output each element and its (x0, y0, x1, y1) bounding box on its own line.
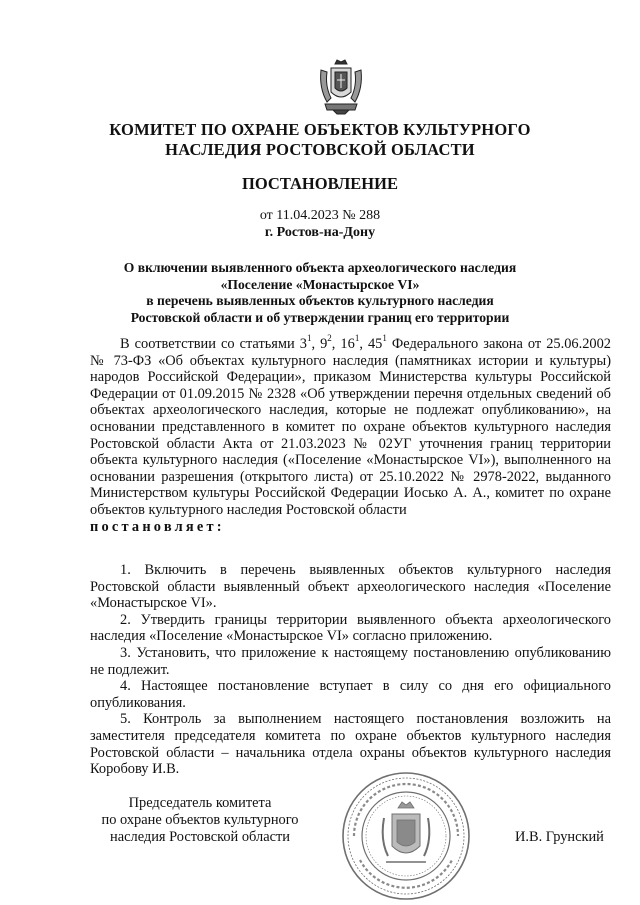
resolution-item: 5. Контроль за выполнением настоящего постановления возложить на заместителя председателя комитета по охране объектов культурного наследия Ростовской области – начальника отдела охраны объектов культурного наследия Коробову И.В. (90, 711, 611, 778)
document-type: ПОСТАНОВЛЕНИЕ (242, 174, 398, 193)
preamble (90, 333, 611, 535)
committee-name-line: НАСЛЕДИЯ РОСТОВСКОЙ ОБЛАСТИ (165, 140, 475, 159)
title-line: в перечень выявленных объектов культурного наследия (146, 293, 494, 308)
document-city: г. Ростов-на-Дону (264, 225, 376, 240)
official-seal-icon (340, 770, 472, 902)
title-line: «Поселение «Монастырское VI» (220, 276, 420, 292)
document-date-number: от 11.04.2023 № 288 (259, 208, 381, 223)
signer-position (80, 795, 320, 846)
superscript: 1 (306, 333, 312, 344)
coat-of-arms-icon (317, 58, 365, 116)
superscript: 1 (354, 333, 360, 344)
committee-name-line: КОМИТЕТ ПО ОХРАНЕ ОБЪЕКТОВ КУЛЬТУРНОГО (109, 120, 531, 139)
resolution-item: 2. Утвердить границы территории выявленного объекта археологического наследия «Поселение «Монастырское VI» согласно приложению. (90, 611, 611, 645)
superscript: 1 (382, 333, 387, 344)
title-line: Ростовской области и об утверждении границ его территории (130, 309, 510, 325)
preamble-text: , 45 (359, 336, 383, 352)
preamble-text: , 16 (331, 336, 355, 352)
superscript: 2 (327, 333, 332, 344)
resolution-item: 3. Установить, что приложение к настоящему постановлению опубликованию не подлежит. (90, 644, 611, 678)
title-line: О включении выявленного объекта археологического наследия (123, 260, 517, 275)
signer-position-line: по охране объектов культурного (101, 812, 299, 828)
committee-name (60, 120, 580, 160)
document-title (80, 260, 560, 326)
preamble-text: , 9 (311, 336, 328, 352)
preamble-text: Федерального закона от 25.06.2002 № 73-ФЗ «Об объектах культурного наследия (памятниках истории и культуры) народов Российской Федерации», приказом Министерства культуры Российской Федерации от 01.09.2015 № 2328 «Об утверждении перечня отдельных сведений об объектах археологического наследия, которые не подлежат опубликованию», на основании представленного в комитет по охране объектов культурного наследия Ростовской области Акта от 21.03.2023 № 02УГ уточнения границ территории объекта культурного наследия («Поселение «Монастырское VI»), выполненного на основании разрешения (открытого листа) от 25.10.2022 № 2978-2022, выданного Министерством культуры Российской Федерации Иосько А. А., комитет по охране объектов культурного наследия Ростовской области (90, 336, 611, 518)
preamble-paragraph (90, 333, 611, 519)
resolution-items (90, 562, 611, 778)
signer-position-line: наследия Ростовской области (110, 829, 290, 845)
resolution-item: 4. Настоящее постановление вступает в силу со дня его официального опубликования. (90, 678, 611, 711)
resolution-item: 1. Включить в перечень выявленных объектов культурного наследия Ростовской области выявленный объект археологического наследия «Поселение «Монастырское VI». (90, 562, 611, 612)
signer-name: И.В. Грунский (515, 829, 604, 845)
preamble-text: В соответствии со статьями 3 (120, 336, 307, 352)
resolves-word: постановляет: (90, 518, 225, 535)
signer-position-line: Председатель комитета (128, 795, 272, 811)
